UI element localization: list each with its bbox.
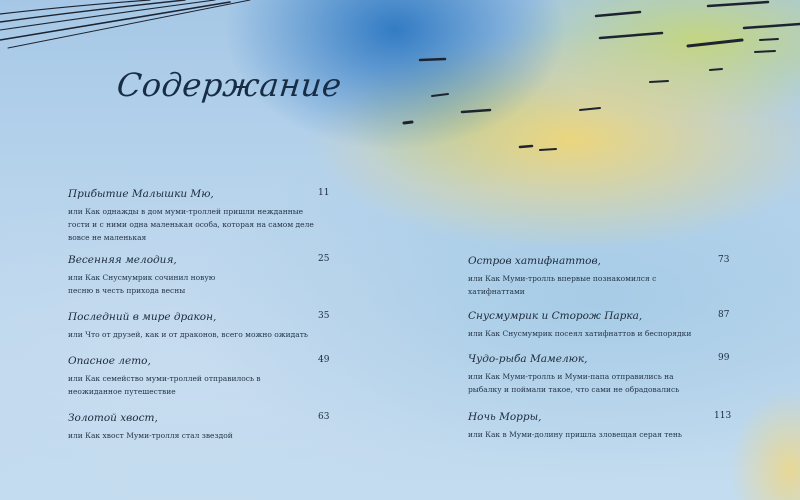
chapter-subtitle: или Как семейство муми-троллей отправилось в неожиданное путешествие (68, 374, 261, 396)
chapter-subtitle: или Как хвост Муми-тролля стал звездой (68, 431, 233, 440)
chapter-page-number: 87 (718, 310, 730, 320)
chapter-subtitle: или Как Муми-тролль впервые познакомился с хатифнаттами (468, 274, 657, 296)
chapter-title: Чудо-рыба Мамелюк, (468, 353, 588, 365)
chapter-page-number: 113 (714, 411, 732, 421)
chapter-title: Прибытие Малышки Мю, (68, 188, 214, 200)
chapter-subtitle: или Как Снусмумрик сочинил новую песню в честь прихода весны (68, 273, 216, 295)
chapter-title: Остров хатифнаттов, (468, 255, 601, 267)
chapter-subtitle: или Как в Муми-долину пришла зловещая серая тень (468, 430, 682, 439)
page-title: Содержание (115, 66, 344, 104)
chapter-subtitle: или Что от друзей, как и от драконов, всего можно ожидать (68, 330, 308, 339)
chapter-page-number: 99 (718, 353, 730, 363)
chapter-page-number: 73 (718, 255, 730, 265)
chapter-page-number: 11 (318, 188, 330, 198)
chapter-page-number: 25 (318, 254, 330, 264)
chapter-subtitle: или Как Снусмумрик посеял хатифнаттов и беспорядки (468, 329, 692, 338)
chapter-subtitle: или Как однажды в дом муми-троллей пришли нежданные гости и с ними одна маленькая особа, которая на самом деле вовсе не маленькая (68, 207, 314, 242)
chapter-title: Весенняя мелодия, (68, 254, 177, 266)
chapter-page-number: 35 (318, 311, 330, 321)
chapter-subtitle: или Как Муми-тролль и Муми-папа отправились на рыбалку и поймали такое, что сами не обрадовались (468, 372, 680, 394)
chapter-title: Золотой хвост, (68, 412, 158, 424)
chapter-title: Опасное лето, (68, 355, 151, 367)
chapter-title: Снусмумрик и Сторож Парка, (468, 310, 643, 322)
chapter-page-number: 63 (318, 412, 330, 422)
chapter-title: Последний в мире дракон, (68, 311, 217, 323)
chapter-page-number: 49 (318, 355, 330, 365)
chapter-title: Ночь Морры, (468, 411, 542, 423)
